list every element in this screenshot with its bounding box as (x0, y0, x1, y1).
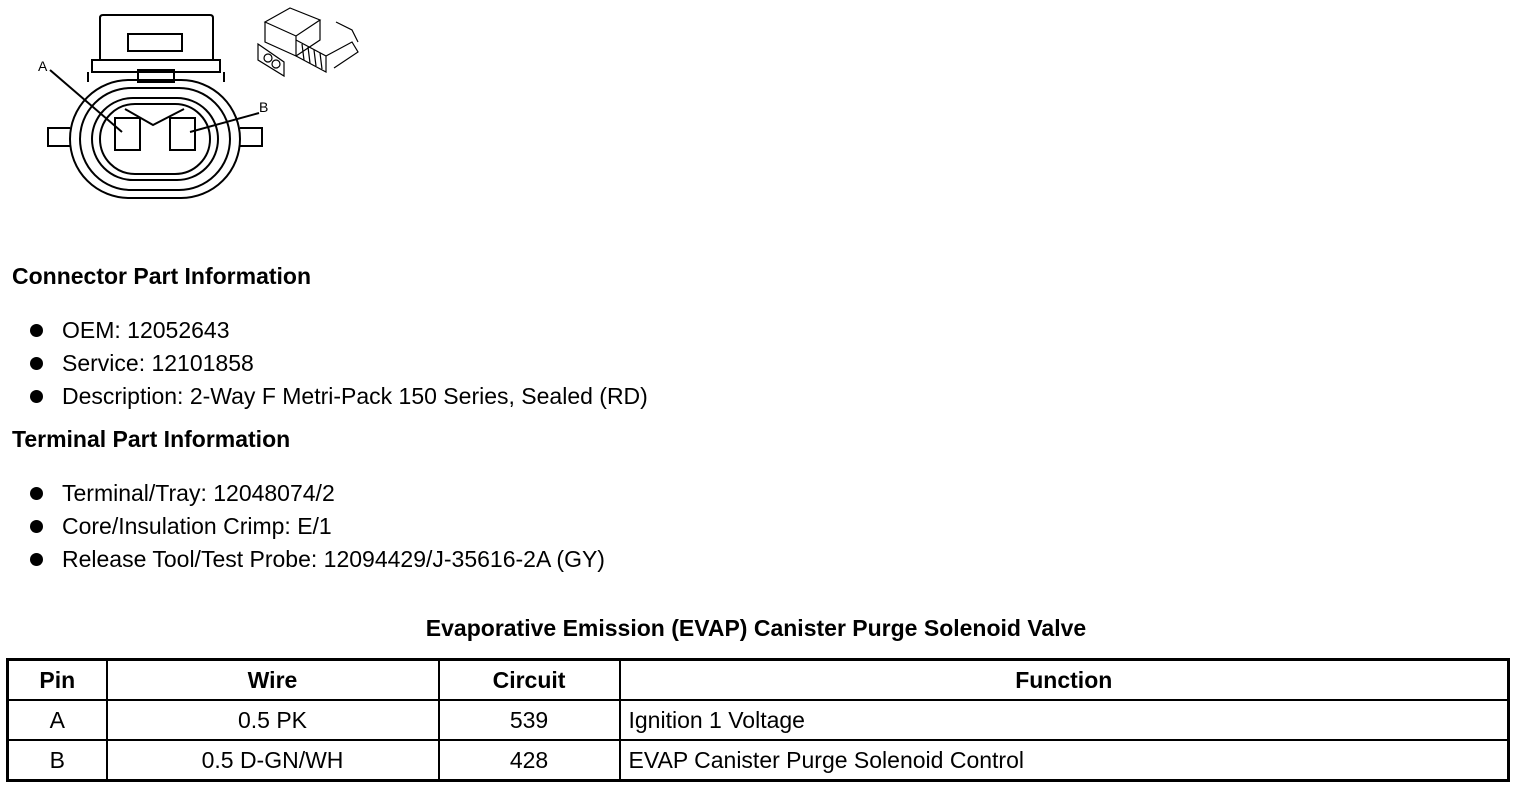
wire-cell: 0.5 D-GN/WH (107, 740, 439, 781)
table-header-row (8, 660, 1509, 701)
table-row (8, 700, 1509, 740)
column-header-pin: Pin (8, 660, 107, 701)
bullet-icon (30, 390, 43, 403)
callout-b-label: B (259, 99, 269, 115)
list-item (30, 510, 605, 543)
pin-cell: A (8, 700, 107, 740)
list-item-text: OEM: 12052643 (62, 317, 230, 343)
list-item (30, 347, 648, 380)
connector-face-diagram (0, 0, 380, 215)
list-item (30, 380, 648, 413)
column-header-function: Function (620, 660, 1509, 701)
connector-isometric-icon (258, 8, 358, 76)
column-header-circuit: Circuit (439, 660, 620, 701)
bullet-icon (30, 520, 43, 533)
list-item-text: Core/Insulation Crimp: E/1 (62, 513, 332, 539)
terminal-part-info-heading: Terminal Part Information (12, 426, 291, 452)
bullet-icon (30, 357, 43, 370)
list-item-text: Description: 2-Way F Metri-Pack 150 Series, Sealed (RD) (62, 383, 648, 409)
connector-part-info-heading: Connector Part Information (12, 263, 312, 289)
bullet-icon (30, 324, 43, 337)
table-row (8, 740, 1509, 781)
pinout-table-title: Evaporative Emission (EVAP) Canister Purge Solenoid Valve (425, 615, 1087, 641)
connector-part-info-list (30, 314, 648, 413)
pinout-table (6, 658, 1510, 782)
list-item (30, 477, 605, 510)
function-cell: EVAP Canister Purge Solenoid Control (620, 740, 1509, 781)
terminal-part-info-list (30, 477, 605, 576)
wire-cell: 0.5 PK (107, 700, 439, 740)
bullet-icon (30, 553, 43, 566)
list-item-text: Release Tool/Test Probe: 12094429/J-35616-2A (GY) (62, 546, 605, 572)
column-header-wire: Wire (107, 660, 439, 701)
callout-a-label: A (38, 58, 48, 74)
list-item (30, 543, 605, 576)
list-item (30, 314, 648, 347)
circuit-cell: 428 (439, 740, 620, 781)
pin-cell: B (8, 740, 107, 781)
function-cell: Ignition 1 Voltage (620, 700, 1509, 740)
list-item-text: Terminal/Tray: 12048074/2 (62, 480, 335, 506)
bullet-icon (30, 487, 43, 500)
list-item-text: Service: 12101858 (62, 350, 254, 376)
circuit-cell: 539 (439, 700, 620, 740)
